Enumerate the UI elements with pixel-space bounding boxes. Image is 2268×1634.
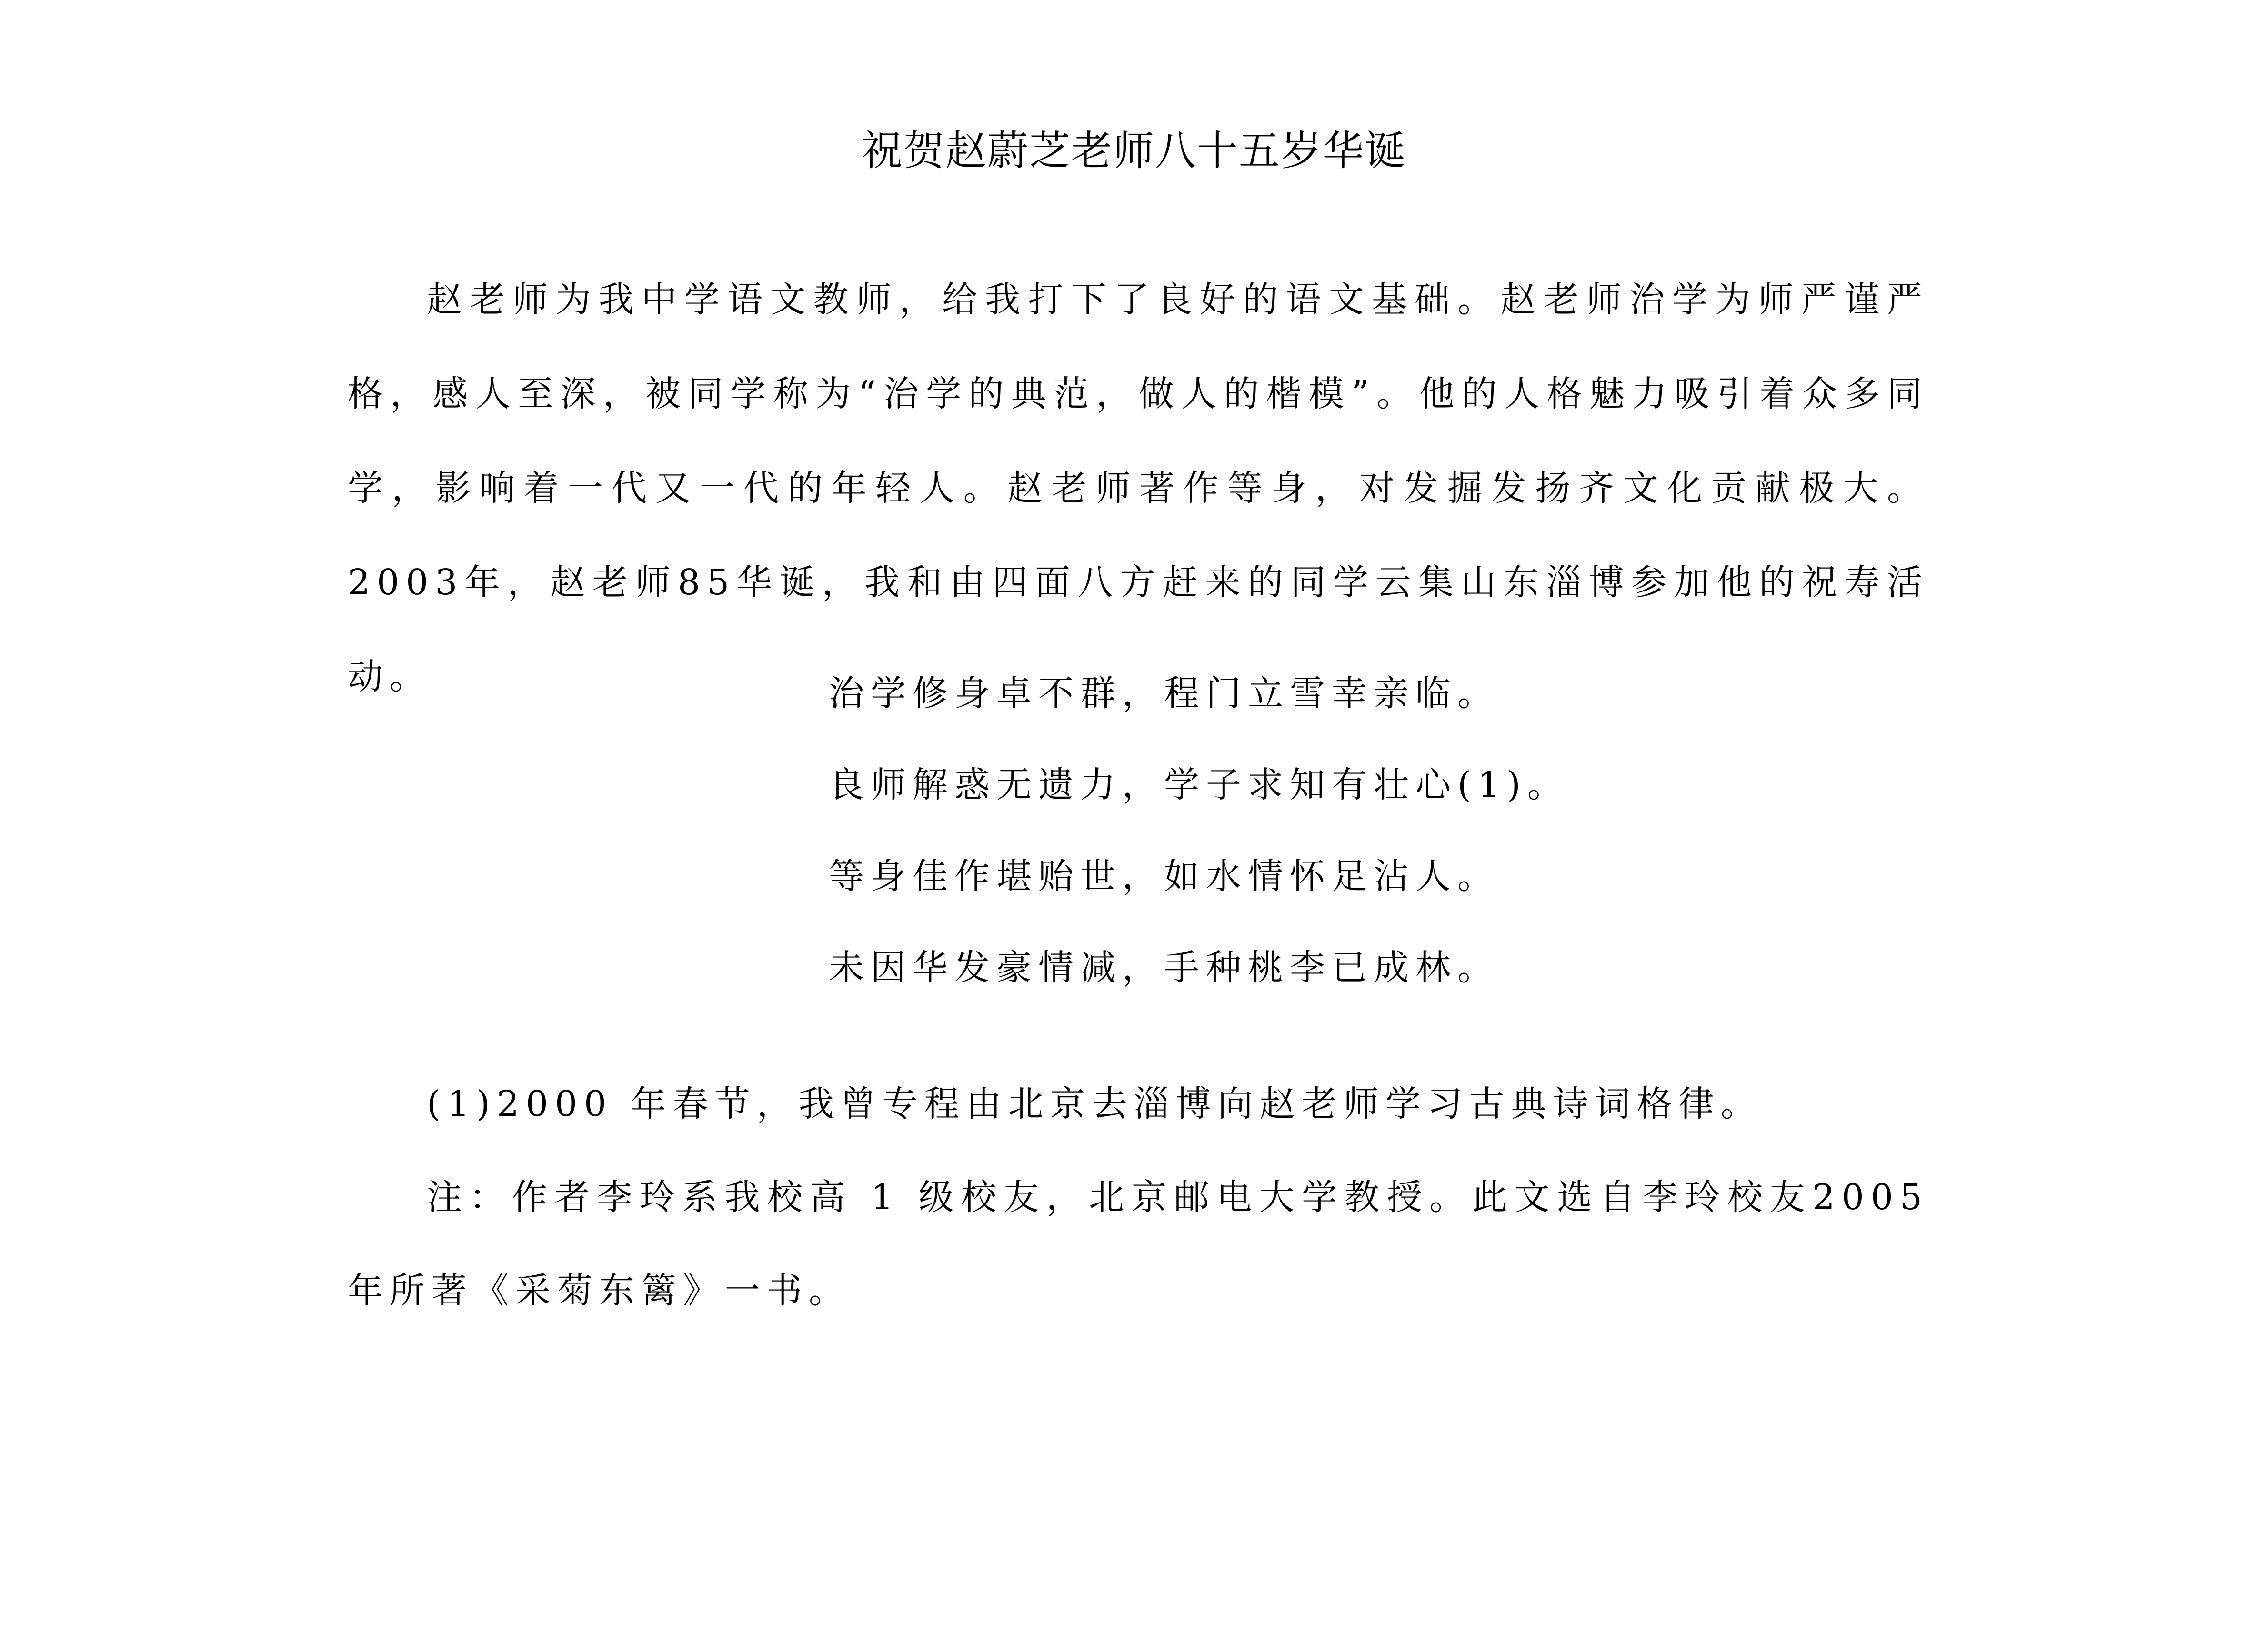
poem-line-3: 等身佳作堪贻世，如水情怀足沾人。 (829, 856, 1499, 897)
intro-paragraph: 赵老师为我中学语文教师，给我打下了良好的语文基础。赵老师治学为师严谨严格，感人至深，被同学称为“治学的典范，做人的楷模”。他的人格魅力吸引着众多同学，影响着一代又一代的年轻人。赵老师著作等身，对发掘发扬齐文化贡献极大。2003年，赵老师85华诞，我和由四面八方赶来的同学云集山东淄博参加他的祝寿活动。 (348, 279, 1929, 697)
footnote-paragraph: (1)2000 年春节，我曾专程由北京去淄博向赵老师学习古典诗词格律。 (427, 1083, 1763, 1124)
poem-line-1: 治学修身卓不群，程门立雪幸亲临。 (829, 673, 1499, 714)
author-note-paragraph: 注：作者李玲系我校高 1 级校友，北京邮电大学教授。此文选自李玲校友2005年所著《采菊东篱》一书。 (348, 1177, 1929, 1311)
notes-section (348, 1057, 1929, 1337)
poem-line-4: 未因华发豪情减，手种桃李已成林。 (829, 947, 1499, 988)
document-title: 祝贺赵蔚芝老师八十五岁华诞 (862, 127, 1406, 175)
poem (829, 648, 1569, 1013)
poem-line-2: 良师解惑无遗力，学子求知有壮心(1)。 (829, 764, 1569, 805)
